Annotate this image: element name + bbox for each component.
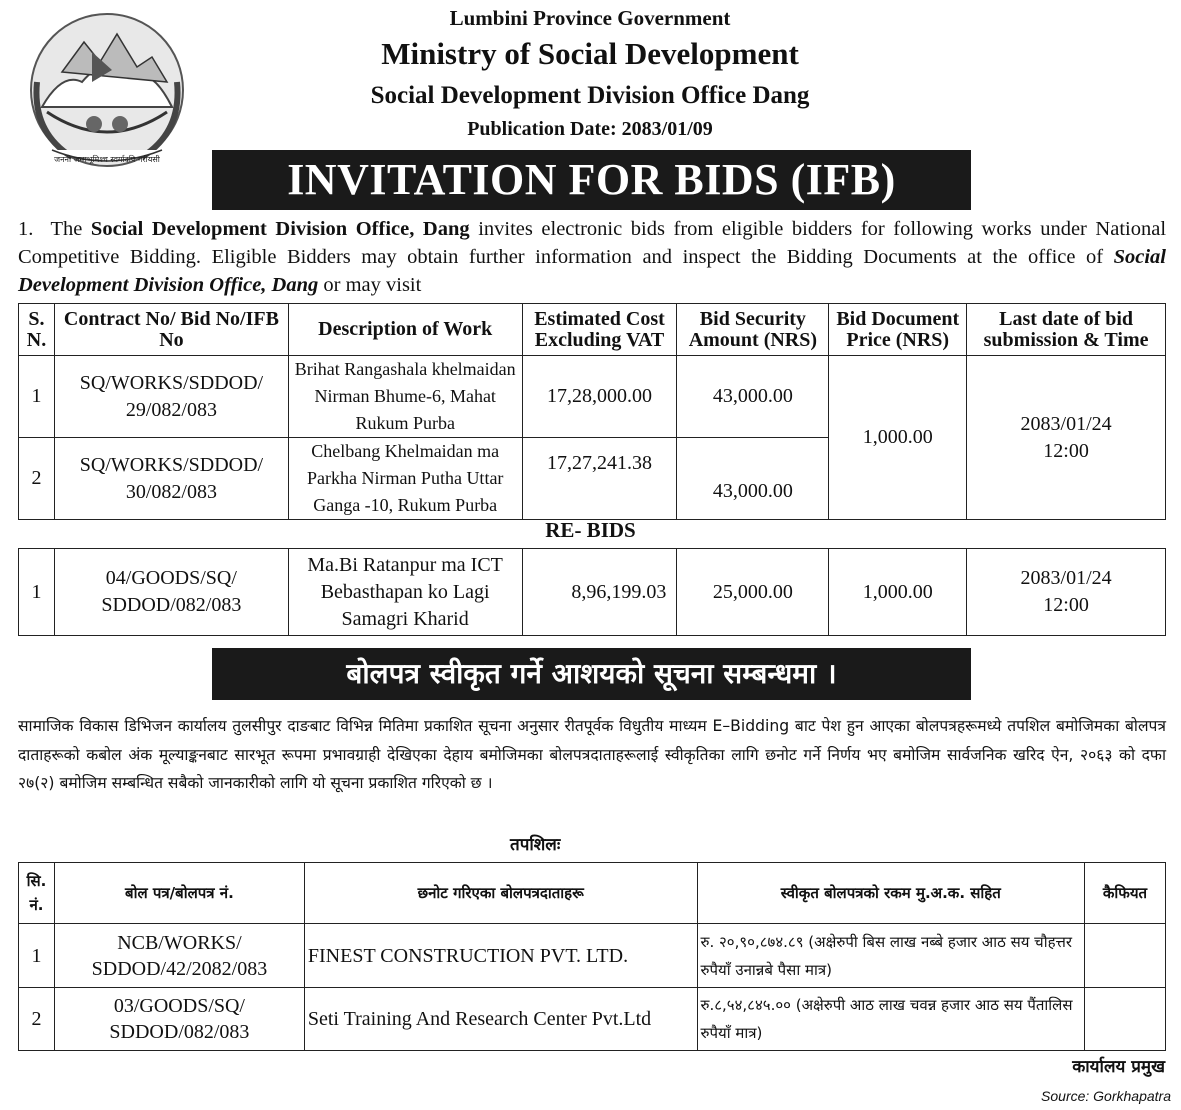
header-bidder: छनोट गरिएका बोलपत्रदाताहरू [304,863,697,924]
cell-cost: 8,96,199.03 [522,549,677,636]
cell-security: 43,000.00 [677,356,829,438]
cell-price: 1,000.00 [829,356,967,520]
header-contract: Contract No/ Bid No/IFB No [54,304,288,356]
cell-cost: 17,28,000.00 [522,356,677,438]
office-name: Social Development Division Office Dang [370,82,810,109]
header-remarks: कैफियत [1085,863,1166,924]
cell-contract: SQ/WORKS/SDDOD/ 30/082/083 [54,438,288,520]
publication-date: Publication Date: 2083/01/09 [467,118,713,140]
table-row [19,988,1166,1051]
cell-price: 1,000.00 [829,549,967,636]
cell-desc: Ma.Bi Ratanpur ma ICT Bebasthapan ko Lagi Samagri Kharid [288,549,522,636]
svg-text:जननी जन्मभूमिश्च स्वर्गादपि गर: जननी जन्मभूमिश्च स्वर्गादपि गरीयसी [54,155,160,164]
header-sn: सि. नं. [19,863,55,924]
cell-bid-no: 03/GOODS/SQ/ SDDOD/082/083 [54,988,304,1051]
date-value: 2083/01/24 [1020,567,1112,589]
details-label: तपशिलः [510,835,561,855]
cell-sn: 1 [19,549,55,636]
rebids-table [18,548,1166,636]
source-credit: Source: Gorkhapatra [1041,1088,1171,1104]
header-date: Last date of bid submission & Time [967,304,1166,356]
cell-remarks [1085,988,1166,1051]
header-amount: स्वीकृत बोलपत्रको रकम मु.अ.क. सहित [697,863,1085,924]
cell-security: 25,000.00 [677,549,829,636]
cell-cost: 17,27,241.38 [522,438,677,520]
cell-sn: 1 [19,356,55,438]
cell-desc: Chelbang Khelmaidan ma Parkha Nirman Putha Uttar Ganga -10, Rukum Purba [288,438,522,520]
page-title: INVITATION FOR BIDS (IFB) [212,150,971,210]
table-header-row [19,863,1166,924]
cell-contract: SQ/WORKS/SDDOD/ 29/082/083 [54,356,288,438]
date-value: 2083/01/24 [1020,412,1112,435]
header-cost: Estimated Cost Excluding VAT [522,304,677,356]
time-value: 12:00 [1043,439,1089,462]
award-table [18,862,1166,1051]
cell-sn: 2 [19,438,55,520]
header-security: Bid Security Amount (NRS) [677,304,829,356]
province-name: Lumbini Province Government [449,6,731,30]
cell-sn: 2 [19,988,55,1051]
cell-remarks [1085,924,1166,988]
signature-label: कार्यालय प्रमुख [1072,1057,1165,1077]
intro-paragraph: 1. The Social Development Division Office, Dang invites electronic bids from eligible bidders for following works under National Competitive Bidding. Eligible Bidders may obtain further information and inspect the Bidding Documents at the office of Social Development Division Office, Dang or may visit [18,218,1167,296]
cell-bidder: FINEST CONSTRUCTION PVT. LTD. [304,924,697,988]
table-row [19,549,1166,636]
table-header-row [19,304,1166,356]
cell-date [967,356,1166,520]
cell-security: 43,000.00 [677,438,829,520]
header-desc: Description of Work [288,304,522,356]
cell-amount: रु.८,५४,८४५.०० (अक्षेरुपी आठ लाख चवन्न हजार आठ सय पैंतालिस रुपैयाँ मात्र) [697,988,1085,1051]
cell-desc: Brihat Rangashala khelmaidan Nirman Bhume-6, Mahat Rukum Purba [288,356,522,438]
cell-contract: 04/GOODS/SQ/ SDDOD/082/083 [54,549,288,636]
cell-bid-no: NCB/WORKS/ SDDOD/42/2082/083 [54,924,304,988]
time-value: 12:00 [1043,594,1089,616]
nepal-emblem-icon [22,12,192,174]
notice-body: सामाजिक विकास डिभिजन कार्यालय तुलसीपुर दाङबाट विभिन्न मितिमा प्रकाशित सूचना अनुसार रीतपूर्वक विधुतीय माध्यम E–Bidding बाट पेश हुन आएका बोलपत्रहरूमध्ये तपशिल बमोजिमका बोलपत्र दाताहरूको कबोल अंक मूल्याङ्कनबाट सारभूत रूपमा प्रभावग्राही देखिएका देहाय बमोजिमका बोलपत्रदाताहरूलाई स्वीकृतिका लागि छनोट गर्ने निर्णय भए बमोजिम सार्वजनिक खरिद ऐन, २०६३ को दफा २७(२) बमोजिम सम्बन्धित सबैको जानकारीको लागि यो सूचना प्रकाशित गरिएको छ । [18,717,1166,792]
ministry-name: Ministry of Social Development [381,36,799,71]
header-price: Bid Document Price (NRS) [829,304,967,356]
table-row [19,924,1166,988]
cell-date [967,549,1166,636]
bids-table [18,303,1166,520]
cell-bidder: Seti Training And Research Center Pvt.Ltd [304,988,697,1051]
notice-title: बोलपत्र स्वीकृत गर्ने आशयको सूचना सम्बन्धमा । [212,648,971,700]
cell-sn: 1 [19,924,55,988]
header-sn: S. N. [19,304,55,356]
table-row [19,356,1166,438]
cell-amount: रु. २०,९०,८७४.८९ (अक्षेरुपी बिस लाख नब्बे हजार आठ सय चौहत्तर रुपैयाँ उनान्नबे पैसा मात्र) [697,924,1085,988]
rebids-label: RE- BIDS [545,518,636,542]
header-bid-no: बोल पत्र/बोलपत्र नं. [54,863,304,924]
